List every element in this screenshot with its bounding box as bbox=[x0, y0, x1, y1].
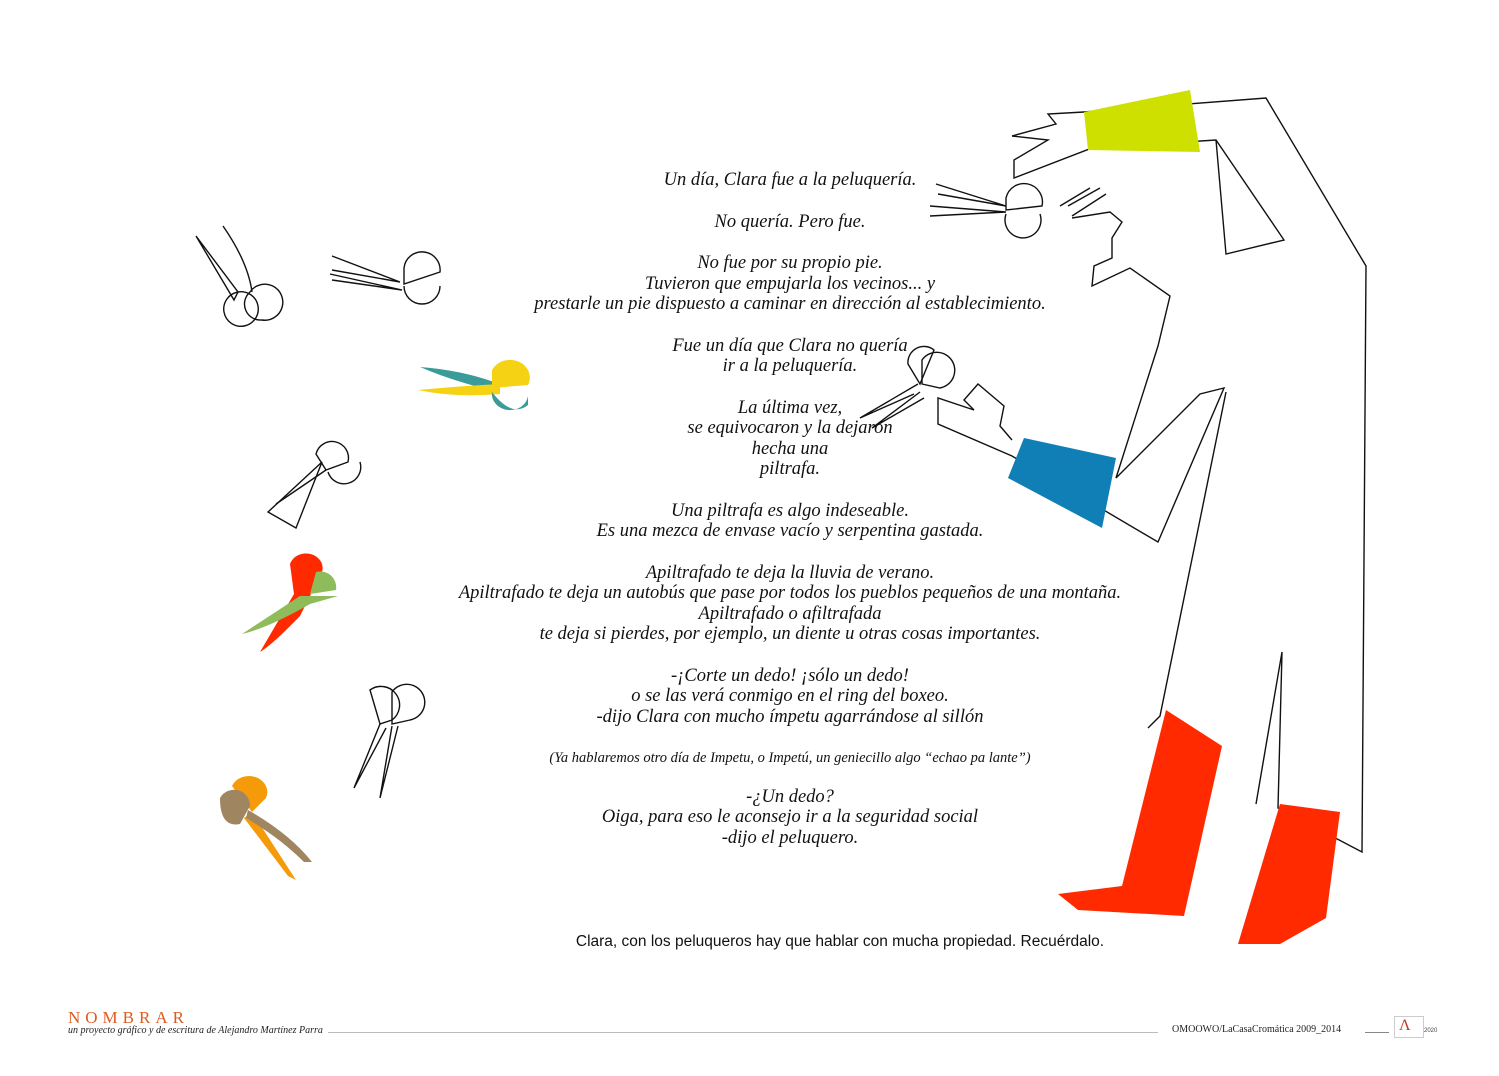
poem-line: Apiltrafado te deja un autobús que pase por todos los pueblos pequeños de una montaña. bbox=[458, 583, 1122, 603]
poem-line: -¡Corte un dedo! ¡sólo un dedo! bbox=[671, 665, 909, 686]
poem-line: -dijo Clara con mucho ímpetu agarrándose al sillón bbox=[596, 706, 984, 727]
logo-mark-icon: Λ bbox=[1399, 1017, 1411, 1034]
poem-stanza-1 bbox=[340, 170, 1240, 191]
poem-line: -dijo el peluquero. bbox=[721, 827, 859, 848]
poem-line: Un día, Clara fue a la peluquería. bbox=[663, 170, 917, 190]
poem-line: o se las verá conmigo en el ring del boxeo. bbox=[631, 686, 949, 706]
poem-stanza-2 bbox=[340, 212, 1240, 233]
footer-credit: OMOOWO/LaCasaCromática 2009_2014 bbox=[1172, 1024, 1342, 1035]
poem bbox=[340, 170, 1240, 869]
moral-text: Clara, con los peluqueros hay que hablar con mucha propiedad. Recuérdalo. bbox=[575, 933, 1105, 950]
scissors-icon-red-green bbox=[242, 553, 338, 652]
poem-line: Es una mezca de envase vacío y serpentina gastada. bbox=[596, 521, 984, 541]
poem-line: Apiltrafado o afiltrafada bbox=[698, 603, 882, 624]
poem-stanza-6 bbox=[340, 501, 1240, 542]
poem-line: hecha una bbox=[751, 438, 829, 459]
poem-stanza-3 bbox=[340, 253, 1240, 315]
footer-year: 2020 bbox=[1424, 1028, 1438, 1034]
footer-divider-short bbox=[1365, 1032, 1389, 1033]
poem-line: se equivocaron y la dejaron bbox=[687, 418, 893, 438]
logo-icon bbox=[1394, 1016, 1424, 1038]
poem-line: Tuvieron que empujarla los vecinos... y bbox=[644, 273, 936, 294]
poem-line: No quería. Pero fue. bbox=[714, 211, 866, 232]
scissors-icon-1 bbox=[196, 226, 283, 326]
poem-line: ir a la peluquería. bbox=[722, 356, 858, 376]
poem-stanza-8 bbox=[340, 666, 1240, 728]
poem-stanza-7 bbox=[340, 563, 1240, 645]
poem-line: Oiga, para eso le aconsejo ir a la seguridad social bbox=[601, 807, 979, 827]
poem-line: Fue un día que Clara no quería bbox=[672, 335, 908, 356]
scissors-icon-orange-brown bbox=[220, 776, 312, 880]
poem-line: -¿Un dedo? bbox=[746, 786, 834, 807]
poem-line: La última vez, bbox=[737, 397, 843, 418]
poem-stanza-4 bbox=[340, 336, 1240, 377]
poem-line: prestarle un pie dispuesto a caminar en dirección al establecimiento. bbox=[534, 294, 1046, 314]
poem-line: Apiltrafado te deja la lluvia de verano. bbox=[645, 562, 935, 583]
poem-line: Una piltrafa es algo indeseable. bbox=[671, 500, 909, 521]
poem-stanza-5 bbox=[340, 398, 1240, 480]
poem-line: piltrafa. bbox=[759, 459, 821, 479]
poem-stanza-9 bbox=[340, 787, 1240, 849]
poem-aside bbox=[340, 748, 1240, 769]
poem-line: (Ya hablaremos otro día de Impetu, o Impetú, un geniecillo algo “echao pa lante”) bbox=[549, 750, 1031, 766]
footer-subtitle: un proyecto gráfico y de escritura de Alejandro Martínez Parra bbox=[68, 1025, 323, 1036]
poem-line: te deja si pierdes, por ejemplo, un diente u otras cosas importantes. bbox=[539, 624, 1041, 644]
footer-title: NOMBRAR bbox=[68, 1008, 189, 1027]
poem-line: No fue por su propio pie. bbox=[697, 253, 883, 273]
footer-divider bbox=[328, 1032, 1158, 1033]
